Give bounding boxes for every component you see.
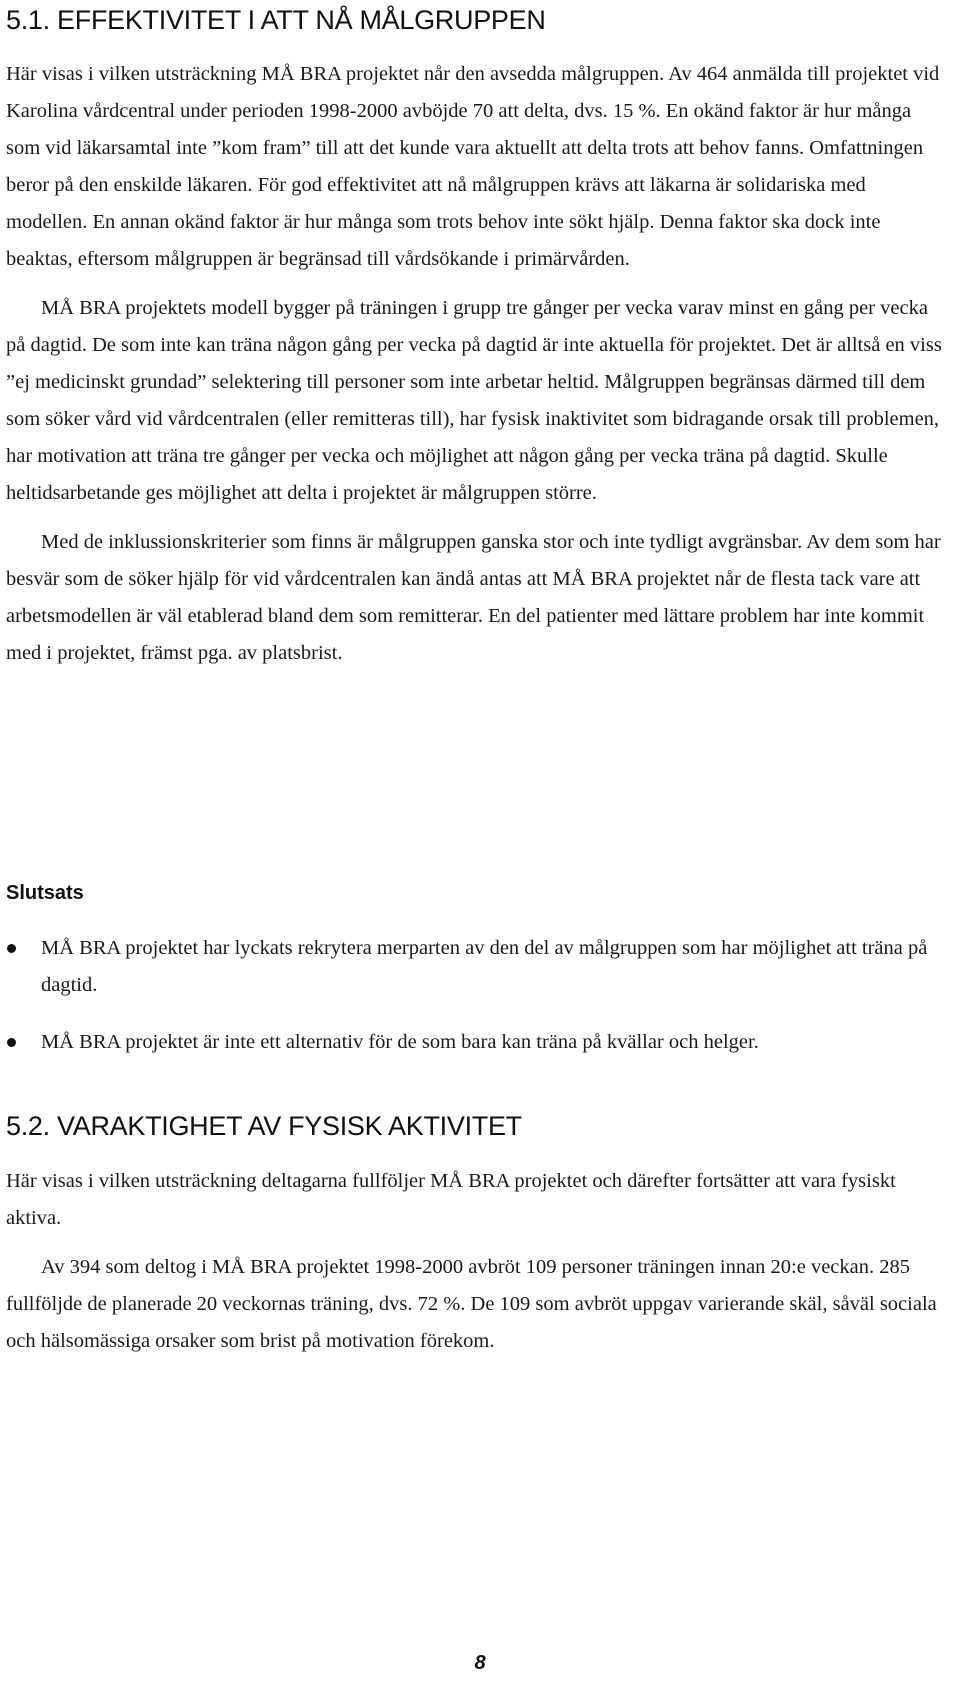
list-item-text: MÅ BRA projektet är inte ett alternativ för de som bara kan träna på kvällar och helger. bbox=[41, 1031, 759, 1053]
section-heading-5-2: 5.2. VARAKTIGHET AV FYSISK AKTIVITET bbox=[6, 1111, 522, 1141]
page-number: 8 bbox=[474, 1652, 486, 1674]
body-paragraph: MÅ BRA projektets modell bygger på träningen i grupp tre gånger per vecka varav minst en gång per vecka på dagtid. De som inte kan träna någon gång per vecka på dagtid är inte aktuella för projektet. Det är alltså en viss ”ej medicinskt grundad” selektering till personer som inte arbetar heltid. Målgruppen begränsas därmed till dem som söker vård vid vårdcentralen (eller remitteras till), har fysisk inaktivitet som bidragande orsak till problemen, har motivation att träna tre gånger per vecka och möjlighet att någon gång per vecka träna på dagtid. Skulle heltidsarbetande ges möjlighet att delta i projektet är målgruppen större. bbox=[6, 297, 942, 504]
list-item-text: MÅ BRA projektet har lyckats rekrytera merparten av den del av målgruppen som har möjlighet att träna på dagtid. bbox=[41, 937, 928, 996]
conclusion-heading: Slutsats bbox=[6, 882, 84, 904]
body-paragraph: Av 394 som deltog i MÅ BRA projektet 1998-2000 avbröt 109 personer träningen innan 20:e veckan. 285 fullföljde de planerade 20 veckornas träning, dvs. 72 %. De 109 som avbröt uppgav varierande skäl, såväl sociala och hälsomässiga orsaker som brist på motivation förekom. bbox=[6, 1256, 937, 1352]
conclusion-list bbox=[6, 930, 950, 1061]
bullet-icon bbox=[7, 944, 16, 953]
section-5-2-body bbox=[6, 1163, 950, 1360]
section-heading-5-1: 5.1. EFFEKTIVITET I ATT NÅ MÅLGRUPPEN bbox=[6, 5, 546, 35]
list-item bbox=[6, 930, 950, 1004]
body-paragraph: Här visas i vilken utsträckning deltagarna fullföljer MÅ BRA projektet och därefter fortsätter att vara fysiskt aktiva. bbox=[6, 1170, 896, 1229]
body-paragraph: Med de inklussionskriterier som finns är målgruppen ganska stor och inte tydligt avgränsbar. Av dem som har besvär som de söker hjälp för vid vårdcentralen kan ändå antas att MÅ BRA projektet når de flesta tack vare att arbetsmodellen är väl etablerad bland dem som remitterar. En del patienter med lättare problem har inte kommit med i projektet, främst pga. av platsbrist. bbox=[6, 531, 941, 664]
list-item bbox=[6, 1024, 950, 1061]
bullet-icon bbox=[7, 1038, 16, 1047]
body-paragraph: Här visas i vilken utsträckning MÅ BRA projektet når den avsedda målgruppen. Av 464 anmälda till projektet vid Karolina vårdcentral under perioden 1998-2000 avböjde 70 att delta, dvs. 15 %. En okänd faktor är hur många som vid läkarsamtal inte ”kom fram” till att det kunde vara aktuellt att delta trots att behov fanns. Omfattningen beror på den enskilde läkaren. För god effektivitet att nå målgruppen krävs att läkarna är solidariska med modellen. En annan okänd faktor är hur många som trots behov inte sökt hjälp. Denna faktor ska dock inte beaktas, eftersom målgruppen är begränsad till vårdsökande i primärvården. bbox=[6, 63, 940, 270]
section-5-1-body bbox=[6, 56, 950, 672]
